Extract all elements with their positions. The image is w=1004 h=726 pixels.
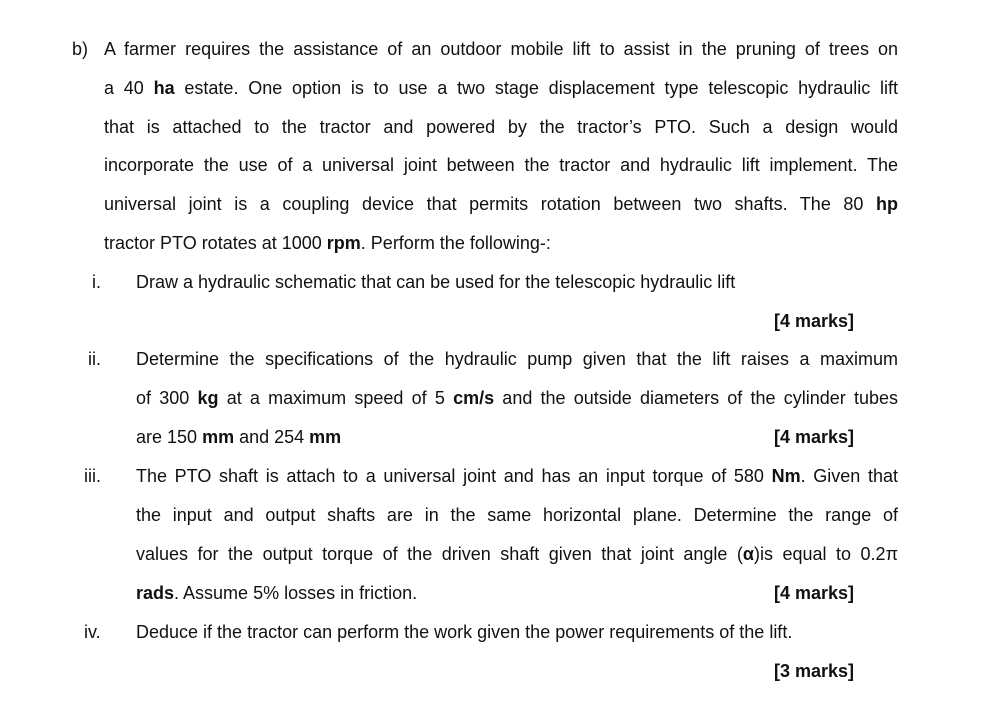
item-text: The PTO shaft is attach to a universal joint and has an input torque of 580: [136, 466, 772, 486]
intro-line-2: [104, 77, 898, 99]
item-i-line-1: [136, 271, 735, 293]
item-text: are 150: [136, 427, 203, 447]
item-text: of 300: [136, 388, 198, 408]
item-text: . Assume 5% losses in friction.: [174, 583, 418, 603]
item-iii-line-3: [136, 543, 898, 565]
unit-hp: hp: [876, 194, 898, 214]
item-iii-line-2: [136, 504, 898, 526]
item-text: Deduce if the tractor can perform the work given the power requirements of the lift.: [136, 622, 793, 642]
item-text: Draw a hydraulic schematic that can be used for the telescopic hydraulic lift: [136, 272, 736, 292]
item-label-i: i.: [92, 272, 101, 292]
item-iv-line-1: [136, 621, 792, 643]
intro-text: universal joint is a coupling device that permits rotation between two shafts. The 80: [104, 194, 876, 214]
marks-ii: [4 marks]: [773, 427, 854, 447]
item-label-ii: ii.: [88, 349, 101, 369]
unit-mm: mm: [309, 427, 342, 447]
marks-iv: [3 marks]: [773, 661, 854, 681]
symbol-alpha: α: [742, 544, 754, 564]
unit-rpm: rpm: [326, 233, 361, 253]
intro-text: a 40: [104, 78, 154, 98]
item-text: at a maximum speed of 5: [218, 388, 454, 408]
intro-text: that is attached to the tractor and powered by the tractor’s PTO. Such a design would: [104, 117, 898, 137]
item-text: and the outside diameters of the cylinder tubes: [494, 388, 898, 408]
intro-line-6: [104, 232, 551, 254]
intro-text: A farmer requires the assistance of an outdoor mobile lift to assist in the pruning of trees on: [104, 39, 898, 59]
item-ii-line-1: [136, 348, 898, 370]
item-label-iv: iv.: [84, 622, 101, 642]
item-ii-line-2: [136, 387, 898, 409]
item-text: and 254: [234, 427, 310, 447]
item-label-iii: iii.: [84, 466, 101, 486]
unit-ha: ha: [153, 78, 175, 98]
item-text: . Given that: [800, 466, 898, 486]
item-text: )is equal to 0.2π: [753, 544, 898, 564]
marks-iii: [4 marks]: [773, 583, 854, 603]
intro-text: estate. One option is to use a two stage displacement type telescopic hydraulic lift: [174, 78, 898, 98]
unit-mm: mm: [202, 427, 235, 447]
intro-line-4: [104, 154, 898, 176]
item-iii-line-1: [136, 465, 898, 487]
item-text: values for the output torque of the driven shaft given that joint angle (: [136, 544, 743, 564]
unit-cm-s: cm/s: [453, 388, 495, 408]
item-text: Determine the specifications of the hydraulic pump given that the lift raises a maximum: [136, 349, 898, 369]
question-label: b): [72, 39, 89, 59]
intro-text: incorporate the use of a universal joint between the tractor and hydraulic lift implement. The: [104, 155, 898, 175]
intro-line-3: [104, 116, 898, 138]
item-iii-line-4: [136, 582, 417, 604]
item-text: the input and output shafts are in the same horizontal plane. Determine the range of: [136, 505, 898, 525]
marks-i: [4 marks]: [773, 311, 854, 331]
intro-line-5: [104, 193, 898, 215]
unit-kg: kg: [197, 388, 219, 408]
intro-text: tractor PTO rotates at 1000: [104, 233, 327, 253]
unit-rads: rads: [136, 583, 175, 603]
intro-line-1: [104, 38, 898, 60]
item-ii-line-3: [136, 426, 341, 448]
unit-nm: Nm: [771, 466, 801, 486]
intro-text: . Perform the following-:: [360, 233, 551, 253]
